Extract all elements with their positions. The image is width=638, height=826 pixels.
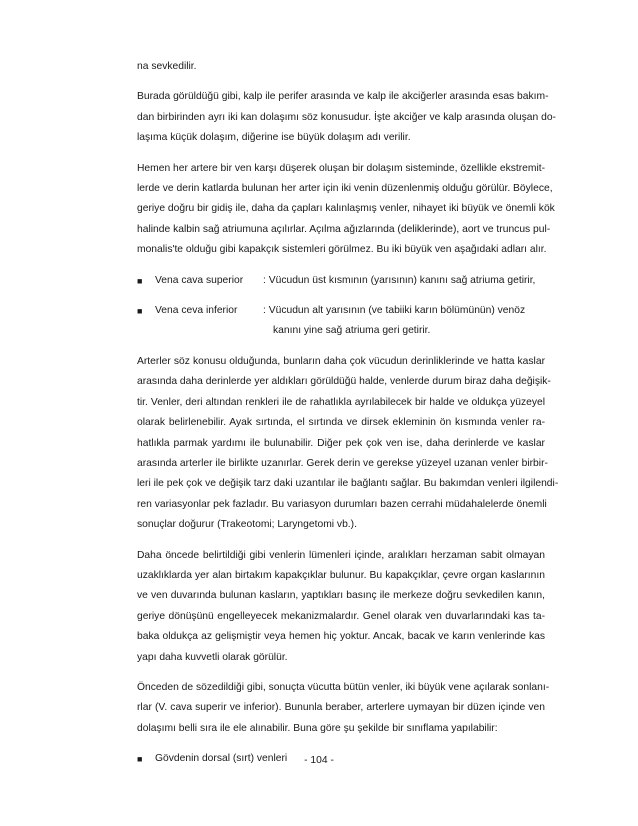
text-line: dolaşımı belli sıra ile ele alınabilir. Buna göre şu şekilde bir sınıflama yapılabilir: bbox=[137, 722, 498, 734]
text-line: hatlıkla parmak yardımı ile bulunabilir. Diğer pek çok ven ise, daha derinlerde ve kaslar bbox=[137, 437, 545, 449]
text-line: arasında daha derinlerde yer aldıkları görüldüğü halde, venlerde durum biraz daha değişik- bbox=[137, 376, 551, 388]
definition-line: : Vücudun üst kısmının (yarısının) kanını sağ atriuma getirir, bbox=[263, 274, 536, 286]
text-line: Hemen her artere bir ven karşı düşerek oluşan bir dolaşım sisteminde, özellikle ekstremit- bbox=[137, 162, 546, 174]
text-line: yapı daha kuvvetli olarak görülür. bbox=[137, 651, 288, 663]
text-line: uzaklıklarda yer alan birtakım kapakçıklar bulunur. Bu kapakçıklar, çevre organ kaslarının bbox=[137, 569, 545, 581]
square-bullet-icon: ■ bbox=[137, 754, 143, 765]
text-line: halinde kalbin sağ atriumuna açılırlar. Açılma ağızlarında (deliklerinde), aort ve truncus pul- bbox=[137, 223, 551, 235]
paragraph-2 bbox=[137, 159, 555, 261]
text-line: Önceden de sözedildiği gibi, sonuçta vücutta bütün venler, iki büyük vene açılarak sonlanı- bbox=[137, 681, 550, 693]
page-number: - 104 - bbox=[304, 755, 334, 766]
text-line: Arterler söz konusu olduğunda, bunların daha çok vücudun derinliklerinde ve hatta kaslar bbox=[137, 355, 545, 367]
definition-line: : Vücudun alt yarısının (ve tabiiki karın bölümünün) venöz bbox=[263, 305, 526, 317]
list-term: Vena cava superior bbox=[155, 274, 244, 286]
square-bullet-icon: ■ bbox=[137, 306, 143, 317]
intro-line bbox=[137, 57, 545, 77]
paragraph-4 bbox=[137, 546, 545, 668]
list-text: Gövdenin dorsal (sırt) venleri bbox=[155, 753, 288, 765]
definition-line: kanını yine sağ atriuma geri getirir. bbox=[273, 325, 431, 337]
text-line: rlar (V. cava superir ve inferior). Bununla beraber, arterlere uymayan bir düzen içinde ven bbox=[137, 702, 545, 714]
document-page bbox=[137, 57, 559, 780]
text-line: baka oldukça az gelişmiştir veya hemen hiç yoktur. Ancak, bacak ve karın venlerinde kas bbox=[137, 631, 545, 643]
text-line: lerde ve derin katlarda bulunan her arter için iki venin düzenlenmiş olduğu görülür. Böylece, bbox=[137, 183, 553, 195]
square-bullet-icon: ■ bbox=[137, 275, 143, 286]
text-line: sonuçlar doğurur (Trakeotomi; Laryngetomi vb.). bbox=[137, 519, 357, 531]
text-line: dan birbirinden ayrı iki kan dolaşımı söz konusudur. İşte akciğer ve kalp arasında oluşan do- bbox=[137, 111, 556, 123]
text-line: Burada görüldüğü gibi, kalp ile perifer arasında ve kalp ile akciğerler arasında esas bakım- bbox=[137, 91, 549, 103]
paragraph-1 bbox=[137, 87, 556, 148]
text-line: olarak belirlenebilir. Ayak sırtında, el sırtında ve dirsek ekleminin ön kısmında venler ra- bbox=[137, 417, 545, 429]
paragraph-3 bbox=[137, 352, 559, 536]
text-line: monalis'te olduğu gibi kapakçık sistemleri görülmez. Bu iki büyük ven aşağıdaki adları alır. bbox=[137, 244, 547, 256]
text-line: Daha öncede belirtildiği gibi venlerin lümenleri içinde, aralıkları herzaman sabit olmayan bbox=[137, 549, 545, 561]
text-line: geriye doğru bir gidiş ile, daha da çapları kalınlaşmış venler, nihayet iki büyük ve önemli kök bbox=[137, 203, 555, 215]
text-line: tir. Venler, deri altından renkleri ile de rahatlıkla ayrılabilecek bir halde ve oldukça yüzeyel bbox=[137, 396, 545, 408]
list-definition bbox=[263, 271, 545, 291]
text-line: ve ven duvarında bulunan kasların, yaptıkları basınç ile merkeze doğru sevkedilen kanın, bbox=[137, 590, 545, 602]
text-line: na sevkedilir. bbox=[137, 61, 197, 72]
paragraph-5 bbox=[137, 678, 550, 739]
text-line: geriye dönüşünü engelleyecek mekanizmalardır. Genel olarak ven duvarlarındaki kas ta- bbox=[137, 610, 545, 622]
list-item bbox=[137, 271, 545, 291]
list-definition bbox=[263, 301, 545, 342]
list-item bbox=[137, 301, 545, 342]
list-term: Vena ceva inferior bbox=[155, 305, 238, 317]
text-line: laşıma küçük dolaşım, diğerine ise büyük dolaşım adı verilir. bbox=[137, 132, 411, 144]
text-line: ren variasyonlar pek fazladır. Bu variasyon durumları bazen cerrahi müdahalelerde önemli bbox=[137, 498, 547, 510]
text-line: arasında arterler ile birlikte uzanırlar. Gerek derin ve gerekse yüzeyel uzanan venler birbir- bbox=[137, 457, 548, 469]
text-line: leri ile pek çok ve değişik tarz daki uzantılar ile bağlantı sağlar. Bu bakımdan venleri ilgilendi- bbox=[137, 478, 559, 490]
